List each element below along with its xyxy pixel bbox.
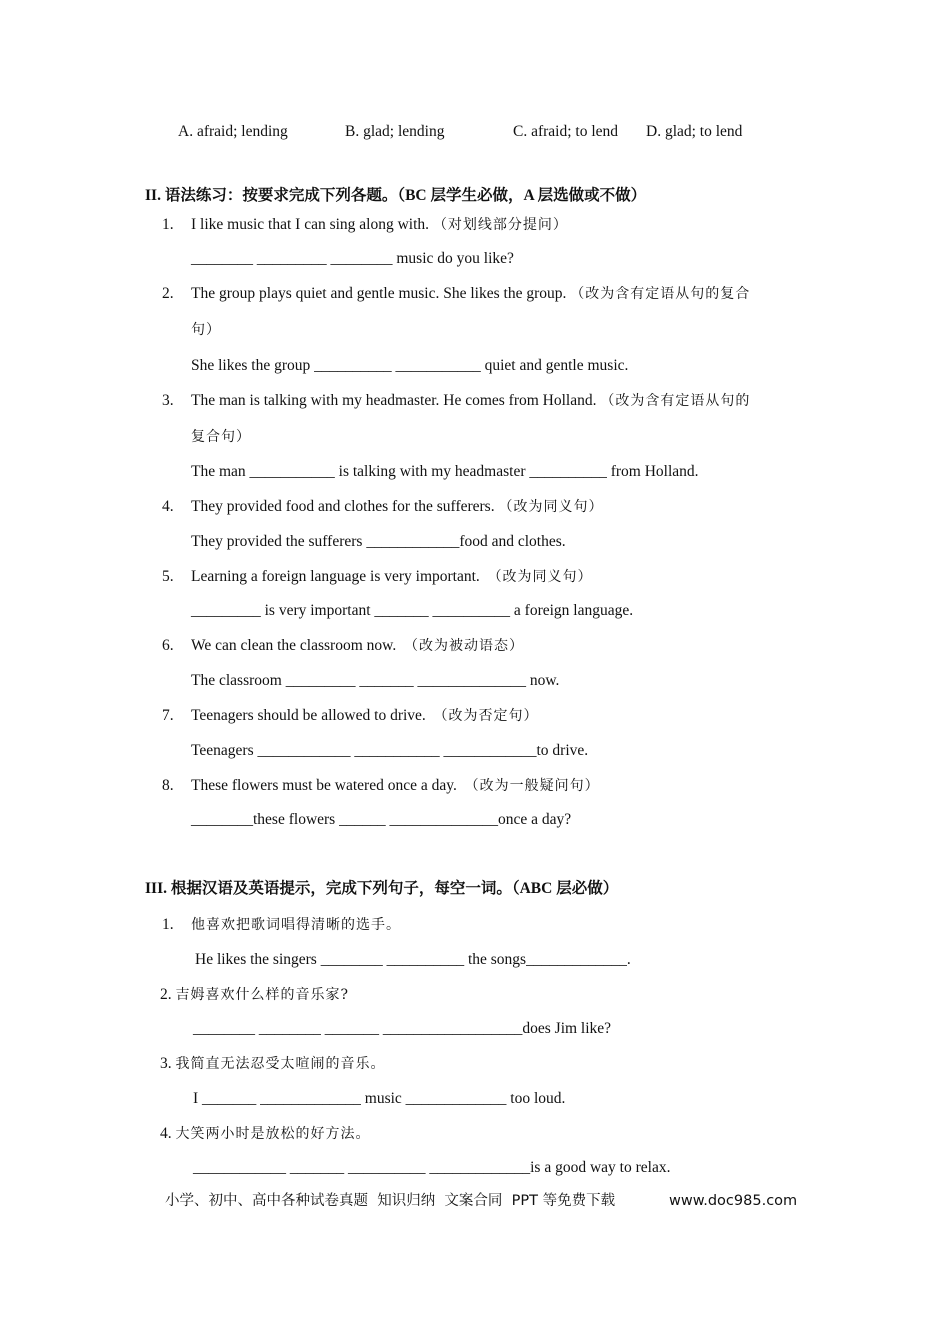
answer-line: Teenagers ____________ ___________ ____________to drive.: [191, 742, 589, 759]
instruction-note-continued: 句）: [191, 322, 221, 338]
question-text: Teenagers should be allowed to drive. （改为否定句）: [191, 707, 539, 724]
item-number: 3.: [162, 392, 174, 409]
answer-line: They provided the sufferers ____________food and clothes.: [191, 533, 566, 550]
item-number: 4.: [162, 498, 174, 515]
instruction-note-continued: 复合句）: [191, 429, 251, 445]
question-text: The group plays quiet and gentle music. She likes the group. （改为含有定语从句的复合: [191, 285, 751, 302]
answer-line: I _______ _____________ music _____________ too loud.: [193, 1090, 566, 1107]
answer-line: ____________ _______ __________ _____________is a good way to relax.: [193, 1159, 671, 1176]
answer-line: She likes the group __________ ___________ quiet and gentle music.: [191, 357, 629, 374]
option-a: A. afraid; lending: [178, 123, 288, 140]
chinese-prompt: 3. 我简直无法忍受太喧闹的音乐。: [160, 1055, 386, 1072]
option-c: C. afraid; to lend: [513, 123, 619, 140]
item-number: 1.: [162, 216, 174, 233]
answer-line: ________these flowers ______ ______________once a day?: [191, 811, 572, 828]
instruction-note: （改为同义句）: [487, 569, 593, 585]
item-number: 8.: [162, 777, 174, 794]
answer-line: ________ _________ ________ music do you like?: [191, 250, 514, 267]
section-2-heading: II. 语法练习：按要求完成下列各题。（BC 层学生必做，A 层选做或不做）: [145, 187, 647, 204]
chinese-prompt: 4. 大笑两小时是放松的好方法。: [160, 1125, 371, 1142]
instruction-note: （改为否定句）: [433, 708, 539, 724]
item-number: 6.: [162, 637, 174, 654]
chinese-prompt: 2. 吉姆喜欢什么样的音乐家?: [160, 986, 350, 1003]
answer-line: ________ ________ _______ __________________does Jim like?: [193, 1020, 612, 1037]
answer-line: The classroom _________ _______ ______________ now.: [191, 672, 560, 689]
question-text: Learning a foreign language is very important. （改为同义句）: [191, 568, 593, 585]
item-number: 5.: [162, 568, 174, 585]
instruction-note: （改为同义句）: [498, 499, 604, 515]
instruction-note: （改为一般疑问句）: [464, 778, 600, 794]
item-number: 7.: [162, 707, 174, 724]
instruction-note: （改为被动语态）: [403, 638, 524, 654]
instruction-note: （改为含有定语从句的复合: [570, 286, 751, 302]
item-number: 2.: [160, 986, 172, 1003]
option-d: D. glad; to lend: [646, 123, 743, 140]
question-text: The man is talking with my headmaster. He comes from Holland. （改为含有定语从句的: [191, 392, 751, 409]
answer-line: _________ is very important _______ __________ a foreign language.: [191, 602, 634, 619]
instruction-note: （对划线部分提问）: [432, 217, 568, 233]
question-text: These flowers must be watered once a day. （改为一般疑问句）: [191, 777, 600, 794]
option-b: B. glad; lending: [345, 123, 445, 140]
question-text: I like music that I can sing along with. （对划线部分提问）: [191, 216, 568, 233]
section-3-heading: III. 根据汉语及英语提示，完成下列句子，每空一词。（ABC 层必做）: [145, 880, 619, 897]
item-number: 1.: [162, 916, 174, 933]
chinese-prompt: 他喜欢把歌词唱得清晰的选手。: [191, 917, 401, 933]
instruction-note: （改为含有定语从句的: [600, 393, 751, 409]
footer-url[interactable]: www.doc985.com: [669, 1193, 798, 1209]
question-text: They provided food and clothes for the sufferers. （改为同义句）: [191, 498, 604, 515]
item-number: 3.: [160, 1055, 172, 1072]
item-number: 4.: [160, 1125, 172, 1142]
answer-line: The man ___________ is talking with my headmaster __________ from Holland.: [191, 463, 699, 480]
item-number: 2.: [162, 285, 174, 302]
question-text: We can clean the classroom now. （改为被动语态）: [191, 637, 524, 654]
footer-text: 小学、初中、高中各种试卷真题 知识归纳 文案合同 PPT 等免费下载: [165, 1193, 616, 1209]
answer-line: He likes the singers ________ __________ the songs_____________.: [195, 951, 631, 968]
